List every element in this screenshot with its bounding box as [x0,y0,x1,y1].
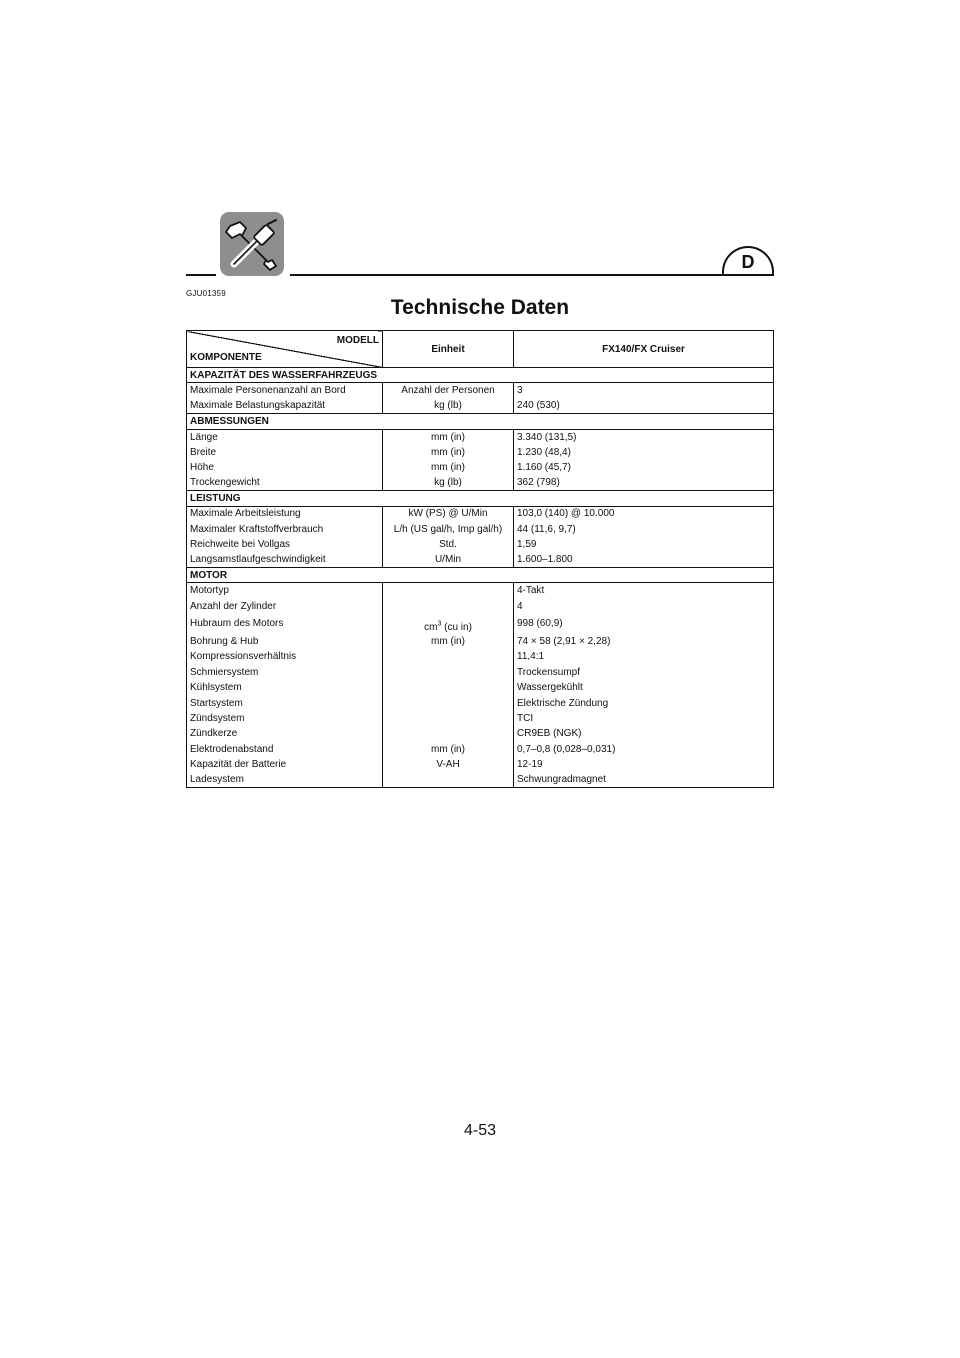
table-row [187,521,774,536]
unit-rest: (cu in) [441,621,472,633]
row-value: 4-Takt [514,583,774,598]
row-unit: kg (lb) [383,475,514,490]
row-label: Langsamstlaufgeschwindigkeit [187,552,383,567]
row-label: Zündkerze [187,726,383,741]
table-row [187,398,774,413]
section-title: MOTOR [187,568,774,583]
row-value: 12-19 [514,757,774,772]
row-unit [383,598,514,613]
row-value: 1.160 (45,7) [514,460,774,475]
section-row [187,568,774,583]
row-label: Kühlsystem [187,680,383,695]
row-label: Schmiersystem [187,665,383,680]
unit-superscript: 3 [437,620,442,628]
row-unit: kg (lb) [383,398,514,413]
row-label: Maximaler Kraftstoffverbrauch [187,521,383,536]
row-value: 44 (11,6, 9,7) [514,521,774,536]
row-label: Höhe [187,460,383,475]
row-label: Motortyp [187,583,383,598]
row-value: 1.230 (48,4) [514,444,774,459]
row-label: Maximale Personenanzahl an Bord [187,383,383,398]
row-unit: Anzahl der Personen [383,383,514,398]
row-value: CR9EB (NGK) [514,726,774,741]
row-unit [383,711,514,726]
row-value: 1,59 [514,537,774,552]
page-title: Technische Daten [390,296,570,319]
row-label: Bohrung & Hub [187,634,383,649]
row-unit: kW (PS) @ U/Min [383,506,514,521]
header-rule-right [290,274,774,276]
table-row [187,665,774,680]
model-component-header [187,331,383,368]
row-value: 1.600–1.800 [514,552,774,567]
row-label: Kapazität der Batterie [187,757,383,772]
row-value: 0,7–0,8 (0,028–0,031) [514,741,774,756]
table-row [187,614,774,634]
table-row [187,680,774,695]
unit-base: cm [424,621,438,633]
header-model: MODELL [336,335,379,346]
table-row [187,583,774,598]
row-unit [383,614,514,634]
row-value: 11,4:1 [514,649,774,664]
row-value: Schwungradmagnet [514,772,774,787]
table-row [187,444,774,459]
row-label: Hubraum des Motors [187,614,383,634]
row-unit [383,726,514,741]
row-label: Startsystem [187,695,383,710]
row-unit: L/h (US gal/h, Imp gal/h) [383,521,514,536]
row-value: 3 [514,383,774,398]
section-title: LEISTUNG [187,491,774,506]
row-unit [383,695,514,710]
spec-table [186,330,774,788]
row-unit: Std. [383,537,514,552]
table-row [187,598,774,613]
section-title: KAPAZITÄT DES WASSERFAHRZEUGS [187,368,774,383]
table-row [187,552,774,567]
row-value: 103,0 (140) @ 10.000 [514,506,774,521]
row-value: 4 [514,598,774,613]
row-unit [383,583,514,598]
row-label: Kompressionsverhältnis [187,649,383,664]
row-label: Ladesystem [187,772,383,787]
table-row [187,649,774,664]
row-label: Zündsystem [187,711,383,726]
row-label: Reichweite bei Vollgas [187,537,383,552]
row-unit: mm (in) [383,444,514,459]
table-row [187,772,774,787]
row-unit: V-AH [383,757,514,772]
table-row [187,460,774,475]
row-value: Wassergekühlt [514,680,774,695]
row-unit: mm (in) [383,460,514,475]
tools-wrench-screwdriver-icon [220,212,284,276]
row-value: 998 (60,9) [514,614,774,634]
row-unit [383,772,514,787]
row-label: Trockengewicht [187,475,383,490]
row-label: Maximale Arbeitsleistung [187,506,383,521]
section-title: ABMESSUNGEN [187,414,774,429]
document-code: GJU01359 [186,289,226,298]
row-unit [383,649,514,664]
header-rule-left [186,274,216,276]
header-value: FX140/FX Cruiser [514,331,774,368]
row-value: 362 (798) [514,475,774,490]
header-unit: Einheit [383,331,514,368]
header-component: KOMPONENTE [190,352,262,363]
row-unit: U/Min [383,552,514,567]
section-row [187,491,774,506]
row-unit [383,680,514,695]
page-number: 4-53 [463,1122,497,1139]
row-unit: mm (in) [383,634,514,649]
row-unit: mm (in) [383,429,514,444]
table-row [187,506,774,521]
row-label: Länge [187,429,383,444]
row-value: 3.340 (131,5) [514,429,774,444]
language-badge: D [722,246,774,274]
table-row [187,695,774,710]
row-label: Breite [187,444,383,459]
row-value: 240 (530) [514,398,774,413]
table-row [187,726,774,741]
row-label: Elektrodenabstand [187,741,383,756]
row-value: 74 × 58 (2,91 × 2,28) [514,634,774,649]
table-row [187,429,774,444]
section-row [187,414,774,429]
table-row [187,475,774,490]
row-value: Trockensumpf [514,665,774,680]
row-value: Elektrische Zündung [514,695,774,710]
row-value: TCI [514,711,774,726]
row-unit [383,665,514,680]
table-row [187,634,774,649]
table-row [187,711,774,726]
table-row [187,757,774,772]
section-row [187,368,774,383]
table-row [187,383,774,398]
row-label: Anzahl der Zylinder [187,598,383,613]
table-header-row [187,331,774,368]
table-row [187,537,774,552]
row-unit: mm (in) [383,741,514,756]
row-label: Maximale Belastungskapazität [187,398,383,413]
table-row [187,741,774,756]
